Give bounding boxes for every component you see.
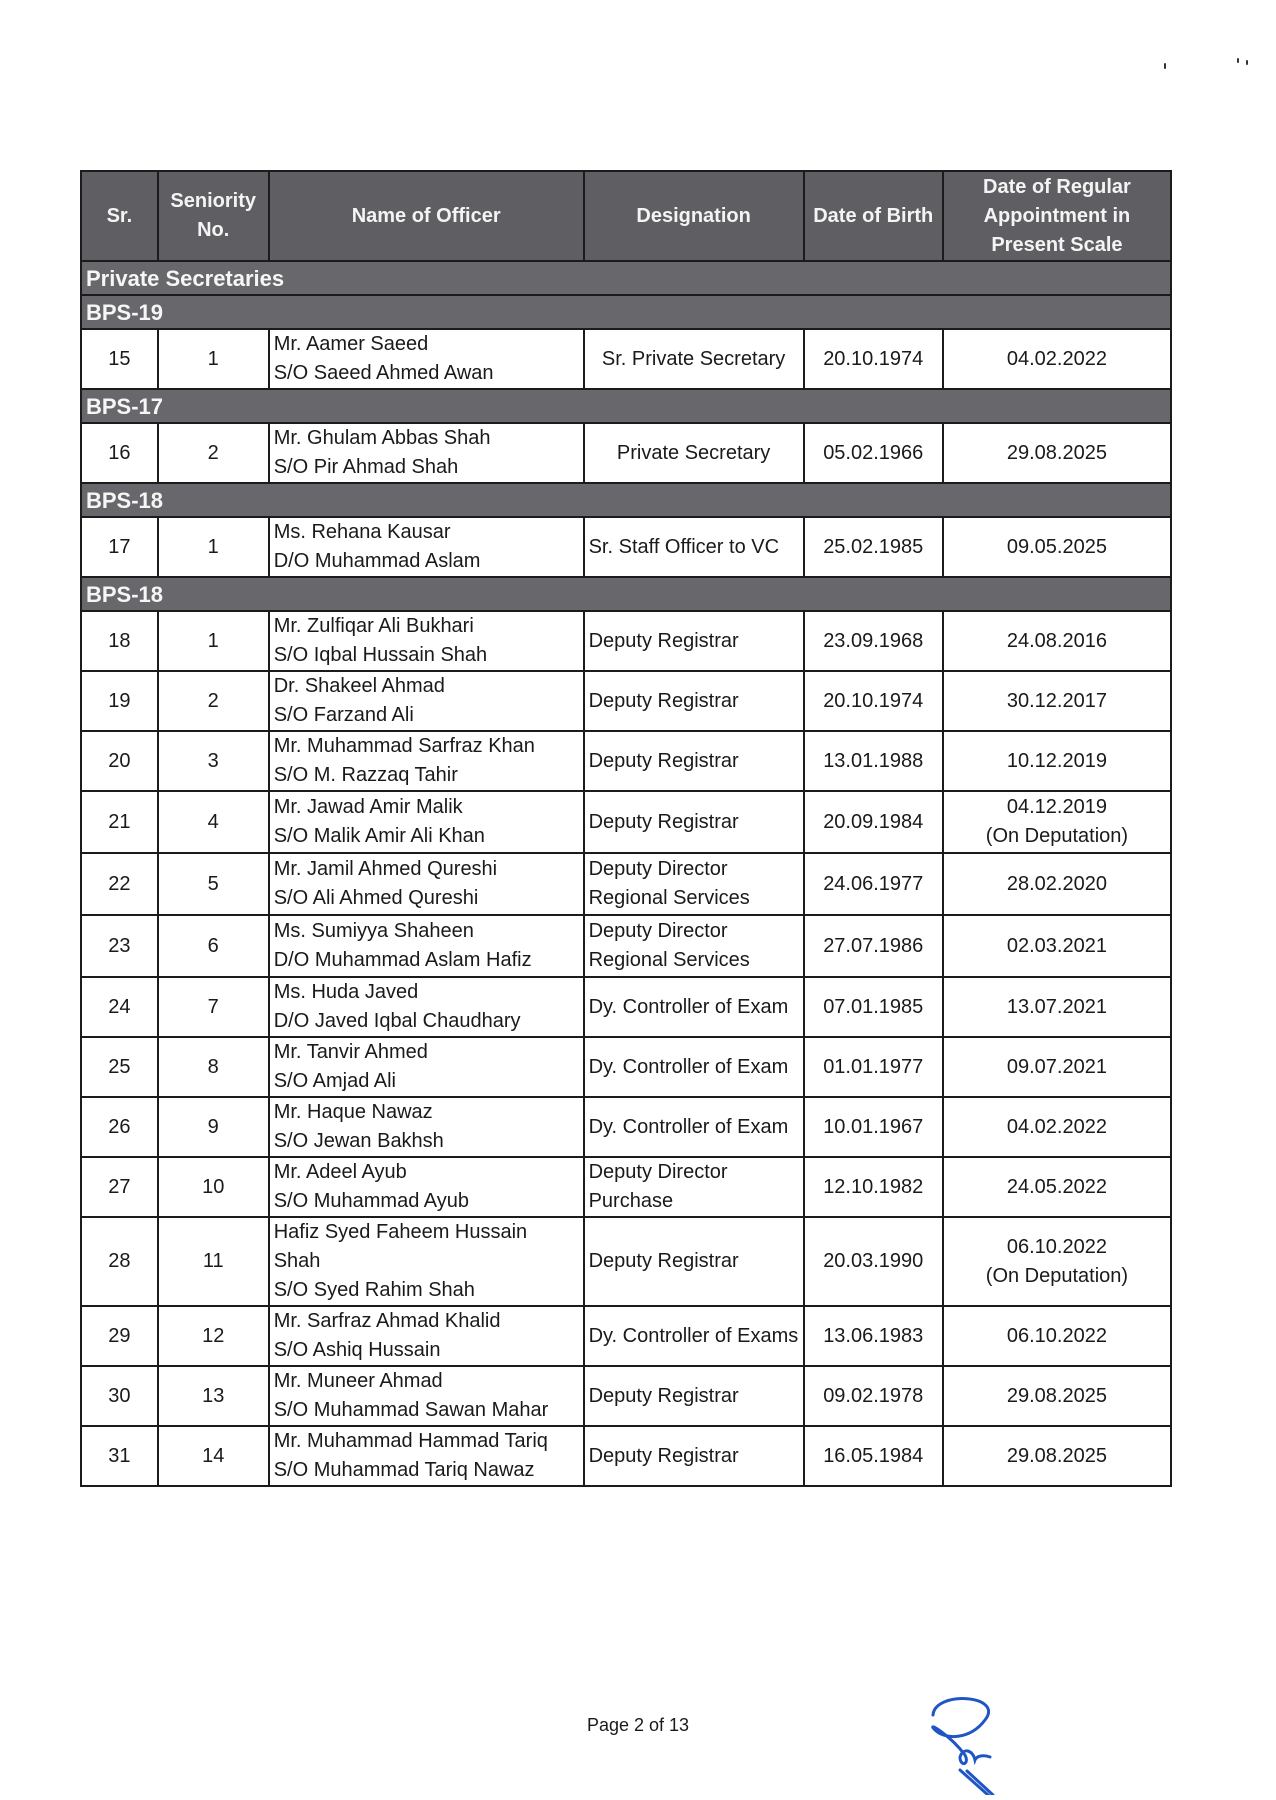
cell-seniority: 6 — [158, 915, 269, 977]
cell-sr: 25 — [81, 1037, 158, 1097]
table-row — [81, 671, 1171, 731]
officer-parentage: S/O Muhammad Tariq Nawaz — [273, 1459, 535, 1481]
officer-name: Ms. Sumiyya Shaheen — [273, 920, 474, 942]
officer-parentage: S/O Jewan Bakhsh — [273, 1130, 444, 1152]
cell-seniority: 8 — [158, 1037, 269, 1097]
officer-parentage: S/O Amjad Ali — [273, 1070, 396, 1092]
appointment-date: 30.12.2017 — [1006, 689, 1107, 712]
cell-dob: 20.10.1974 — [804, 329, 943, 389]
section-label: BPS-17 — [81, 389, 1171, 423]
appointment-date: 09.07.2021 — [1006, 1055, 1107, 1078]
cell-seniority: 2 — [158, 671, 269, 731]
cell-name — [269, 731, 584, 791]
officer-parentage: S/O Syed Rahim Shah — [273, 1279, 475, 1301]
cell-doa — [943, 1037, 1171, 1097]
cell-dob: 13.01.1988 — [804, 731, 943, 791]
cell-doa — [943, 1366, 1171, 1426]
header-seniority-no: Seniority No. — [158, 171, 269, 261]
cell-dob: 24.06.1977 — [804, 853, 943, 915]
cell-sr: 22 — [81, 853, 158, 915]
cell-name — [269, 423, 584, 483]
signature-icon — [905, 1685, 1015, 1795]
cell-seniority: 13 — [158, 1366, 269, 1426]
category-label: Private Secretaries — [81, 261, 1171, 295]
seniority-table — [80, 170, 1172, 1487]
section-label: BPS-19 — [81, 295, 1171, 329]
section-row — [81, 389, 1171, 423]
header-doa: Date of Regular Appointment in Present Scale — [943, 171, 1171, 261]
cell-doa — [943, 611, 1171, 671]
cell-designation: Sr. Staff Officer to VC — [584, 517, 804, 577]
cell-dob: 25.02.1985 — [804, 517, 943, 577]
section-label: BPS-18 — [81, 483, 1171, 517]
cell-sr: 19 — [81, 671, 158, 731]
officer-name: Mr. Jamil Ahmed Qureshi — [273, 858, 498, 880]
cell-name — [269, 329, 584, 389]
appointment-date: 13.07.2021 — [1006, 995, 1107, 1018]
appointment-date: 04.02.2022 — [1006, 1115, 1107, 1138]
cell-sr: 26 — [81, 1097, 158, 1157]
cell-seniority: 3 — [158, 731, 269, 791]
cell-designation: Deputy Director Regional Services — [584, 915, 804, 977]
table-row — [81, 1306, 1171, 1366]
appointment-date: 04.12.2019 — [1006, 796, 1107, 818]
cell-name — [269, 1157, 584, 1217]
officer-parentage: S/O Iqbal Hussain Shah — [273, 644, 488, 666]
appointment-date: 29.08.2025 — [1006, 1444, 1107, 1467]
cell-designation: Dy. Controller of Exam — [584, 1097, 804, 1157]
cell-sr: 28 — [81, 1217, 158, 1306]
officer-name: Mr. Aamer Saeed — [273, 333, 429, 355]
officer-parentage: S/O Muhammad Ayub — [273, 1190, 470, 1212]
cell-doa — [943, 1097, 1171, 1157]
cell-designation: Dy. Controller of Exams — [584, 1306, 804, 1366]
cell-doa — [943, 423, 1171, 483]
appointment-date: 24.05.2022 — [1006, 1175, 1107, 1198]
table-row — [81, 1037, 1171, 1097]
officer-name: Mr. Muneer Ahmad — [273, 1370, 443, 1392]
cell-seniority: 9 — [158, 1097, 269, 1157]
cell-sr: 24 — [81, 977, 158, 1037]
cell-sr: 16 — [81, 423, 158, 483]
cell-dob: 27.07.1986 — [804, 915, 943, 977]
cell-doa — [943, 977, 1171, 1037]
table-row — [81, 915, 1171, 977]
cell-sr: 30 — [81, 1366, 158, 1426]
officer-name: Dr. Shakeel Ahmad — [273, 675, 445, 697]
cell-name — [269, 517, 584, 577]
header-dob: Date of Birth — [804, 171, 943, 261]
officer-name: Ms. Huda Javed — [273, 981, 419, 1003]
cell-seniority: 5 — [158, 853, 269, 915]
officer-parentage: S/O Malik Amir Ali Khan — [273, 825, 485, 847]
table-header-row — [81, 171, 1171, 261]
officer-name: Ms. Rehana Kausar — [273, 521, 451, 543]
deputation-note: (On Deputation) — [985, 1264, 1129, 1287]
cell-name — [269, 915, 584, 977]
header-designation: Designation — [584, 171, 804, 261]
cell-sr: 20 — [81, 731, 158, 791]
scan-speck — [1164, 63, 1166, 69]
cell-doa — [943, 731, 1171, 791]
cell-designation: Deputy Registrar — [584, 1217, 804, 1306]
cell-doa — [943, 915, 1171, 977]
officer-name: Mr. Tanvir Ahmed — [273, 1041, 428, 1063]
cell-doa — [943, 791, 1171, 853]
cell-sr: 27 — [81, 1157, 158, 1217]
cell-name — [269, 853, 584, 915]
officer-parentage: S/O Pir Ahmad Shah — [273, 456, 459, 478]
officer-parentage: D/O Muhammad Aslam Hafiz — [273, 949, 532, 971]
cell-doa — [943, 671, 1171, 731]
cell-seniority: 11 — [158, 1217, 269, 1306]
cell-doa — [943, 1157, 1171, 1217]
cell-doa — [943, 329, 1171, 389]
cell-dob: 20.03.1990 — [804, 1217, 943, 1306]
officer-parentage: S/O M. Razzaq Tahir — [273, 764, 458, 786]
table-row — [81, 1157, 1171, 1217]
cell-dob: 23.09.1968 — [804, 611, 943, 671]
officer-name: Mr. Jawad Amir Malik — [273, 796, 463, 818]
officer-name: Mr. Sarfraz Ahmad Khalid — [273, 1310, 501, 1332]
table-row — [81, 611, 1171, 671]
appointment-date: 06.10.2022 — [1006, 1235, 1107, 1258]
scan-speck — [1246, 60, 1248, 65]
cell-designation: Dy. Controller of Exam — [584, 1037, 804, 1097]
cell-sr: 18 — [81, 611, 158, 671]
cell-dob: 10.01.1967 — [804, 1097, 943, 1157]
cell-doa — [943, 1306, 1171, 1366]
cell-seniority: 14 — [158, 1426, 269, 1486]
cell-seniority: 12 — [158, 1306, 269, 1366]
officer-parentage: D/O Muhammad Aslam — [273, 550, 481, 572]
appointment-date: 06.10.2022 — [1006, 1324, 1107, 1347]
cell-designation: Deputy Director Regional Services — [584, 853, 804, 915]
section-row — [81, 295, 1171, 329]
cell-sr: 29 — [81, 1306, 158, 1366]
scan-speck — [1237, 58, 1239, 63]
officer-parentage: S/O Farzand Ali — [273, 704, 414, 726]
section-label: BPS-18 — [81, 577, 1171, 611]
cell-name — [269, 1097, 584, 1157]
cell-seniority: 10 — [158, 1157, 269, 1217]
cell-designation: Deputy Registrar — [584, 671, 804, 731]
header-sr: Sr. — [81, 171, 158, 261]
cell-name — [269, 1306, 584, 1366]
cell-seniority: 2 — [158, 423, 269, 483]
officer-parentage: S/O Ashiq Hussain — [273, 1339, 441, 1361]
cell-designation: Deputy Registrar — [584, 791, 804, 853]
appointment-date: 29.08.2025 — [1006, 1384, 1107, 1407]
officer-parentage: D/O Javed Iqbal Chaudhary — [273, 1010, 521, 1032]
cell-doa — [943, 853, 1171, 915]
cell-name — [269, 1217, 584, 1306]
table-row — [81, 1366, 1171, 1426]
cell-sr: 15 — [81, 329, 158, 389]
cell-seniority: 7 — [158, 977, 269, 1037]
table-row — [81, 423, 1171, 483]
cell-doa — [943, 517, 1171, 577]
officer-name: Mr. Muhammad Hammad Tariq — [273, 1430, 548, 1452]
cell-seniority: 1 — [158, 517, 269, 577]
officer-name: Mr. Zulfiqar Ali Bukhari — [273, 615, 474, 637]
table-row — [81, 1426, 1171, 1486]
appointment-date: 29.08.2025 — [1006, 441, 1107, 464]
table-row — [81, 977, 1171, 1037]
cell-dob: 20.10.1974 — [804, 671, 943, 731]
appointment-date: 02.03.2021 — [1006, 934, 1107, 957]
cell-dob: 01.01.1977 — [804, 1037, 943, 1097]
cell-name — [269, 977, 584, 1037]
table-row — [81, 329, 1171, 389]
cell-seniority: 1 — [158, 329, 269, 389]
cell-designation: Deputy Registrar — [584, 731, 804, 791]
officer-parentage: S/O Ali Ahmed Qureshi — [273, 887, 479, 909]
appointment-date: 28.02.2020 — [1006, 872, 1107, 895]
table-row — [81, 1097, 1171, 1157]
officer-name: Mr. Adeel Ayub — [273, 1161, 407, 1183]
cell-designation: Deputy Registrar — [584, 1366, 804, 1426]
officer-parentage: S/O Saeed Ahmed Awan — [273, 362, 494, 384]
appointment-date: 04.02.2022 — [1006, 347, 1107, 370]
cell-dob: 20.09.1984 — [804, 791, 943, 853]
cell-dob: 13.06.1983 — [804, 1306, 943, 1366]
cell-dob: 09.02.1978 — [804, 1366, 943, 1426]
table-row — [81, 853, 1171, 915]
cell-dob: 16.05.1984 — [804, 1426, 943, 1486]
header-name: Name of Officer — [269, 171, 584, 261]
section-row — [81, 483, 1171, 517]
cell-designation: Deputy Registrar — [584, 1426, 804, 1486]
table-row — [81, 791, 1171, 853]
cell-name — [269, 791, 584, 853]
section-row — [81, 577, 1171, 611]
deputation-note: (On Deputation) — [985, 825, 1129, 847]
officer-name: Mr. Muhammad Sarfraz Khan — [273, 735, 535, 757]
appointment-date: 24.08.2016 — [1006, 629, 1107, 652]
cell-name — [269, 1366, 584, 1426]
cell-name — [269, 1426, 584, 1486]
officer-name: Mr. Haque Nawaz — [273, 1101, 433, 1123]
table-row — [81, 517, 1171, 577]
cell-designation: Deputy Director Purchase — [584, 1157, 804, 1217]
cell-designation: Private Secretary — [584, 423, 804, 483]
cell-doa — [943, 1217, 1171, 1306]
officer-name: Mr. Ghulam Abbas Shah — [273, 427, 491, 449]
cell-sr: 17 — [81, 517, 158, 577]
cell-sr: 31 — [81, 1426, 158, 1486]
cell-doa — [943, 1426, 1171, 1486]
officer-parentage: S/O Muhammad Sawan Mahar — [273, 1399, 549, 1421]
cell-name — [269, 1037, 584, 1097]
table-row — [81, 1217, 1171, 1306]
cell-sr: 23 — [81, 915, 158, 977]
cell-name — [269, 671, 584, 731]
category-row — [81, 261, 1171, 295]
cell-name — [269, 611, 584, 671]
cell-sr: 21 — [81, 791, 158, 853]
table-body — [81, 261, 1171, 1486]
cell-dob: 12.10.1982 — [804, 1157, 943, 1217]
cell-seniority: 1 — [158, 611, 269, 671]
cell-dob: 05.02.1966 — [804, 423, 943, 483]
cell-designation: Deputy Registrar — [584, 611, 804, 671]
appointment-date: 10.12.2019 — [1006, 749, 1107, 772]
page-number: Page 2 of 13 — [586, 1715, 690, 1735]
cell-designation: Dy. Controller of Exam — [584, 977, 804, 1037]
table-row — [81, 731, 1171, 791]
cell-seniority: 4 — [158, 791, 269, 853]
officer-name: Hafiz Syed Faheem Hussain Shah — [273, 1221, 528, 1272]
cell-dob: 07.01.1985 — [804, 977, 943, 1037]
cell-designation: Sr. Private Secretary — [584, 329, 804, 389]
appointment-date: 09.05.2025 — [1006, 535, 1107, 558]
